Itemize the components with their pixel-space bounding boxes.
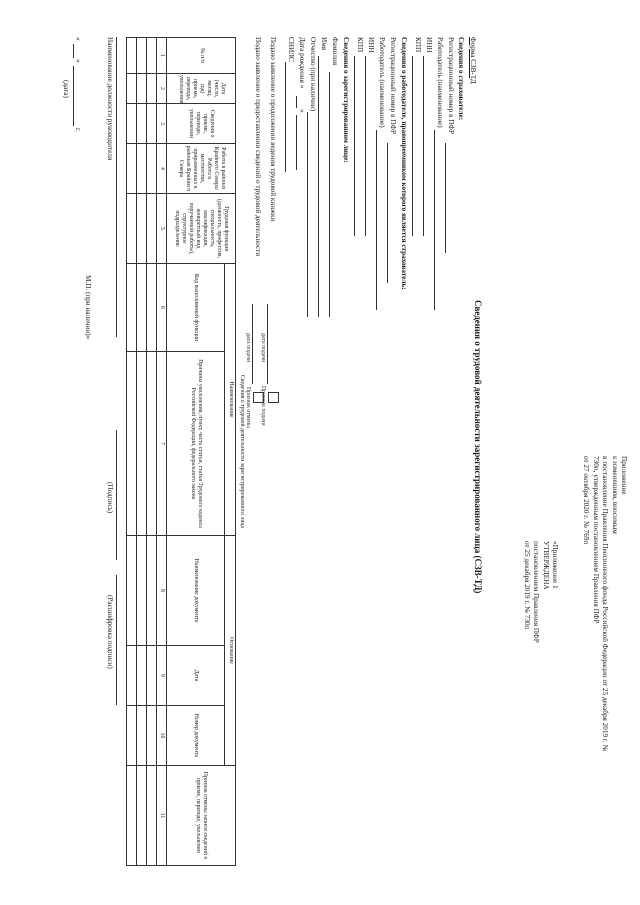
successor-heading: Сведения о работодателе, правопреемником которого является страхователь: [400, 37, 408, 290]
approval-line: «Приложение 1 [551, 541, 559, 589]
approval-line: постановлением Правления ПФР [532, 541, 541, 643]
table-caption: Сведения о трудовой деятельности зарегистрированного лица [236, 38, 247, 866]
col-cancel: Признак отмены записи сведений о приеме, переводе, увольнении [167, 766, 236, 866]
insurer-kpp-label: КПП [414, 37, 422, 53]
table-cell[interactable] [127, 646, 137, 706]
column-number: 3 [157, 104, 167, 144]
table-cell[interactable] [127, 144, 137, 194]
table-cell[interactable] [127, 352, 137, 536]
sign-day-field[interactable] [73, 44, 74, 58]
table-cell[interactable] [137, 104, 147, 144]
surname-label: Фамилия [331, 37, 339, 66]
table-cell[interactable] [147, 646, 157, 706]
approval-note [521, 541, 559, 643]
table-cell[interactable] [127, 74, 137, 104]
column-numbers-row [157, 38, 167, 866]
patronymic-label: Отчество (при наличии) [309, 37, 317, 112]
insurer-kpp-field[interactable] [412, 56, 413, 236]
date-close-quote: » [74, 59, 82, 63]
table-cell[interactable] [127, 38, 137, 74]
col-north: Работа в районах Крайнего Севера/Работа в местностях, приравненных к районам Крайнего Севера [167, 144, 236, 194]
table-cell[interactable] [147, 74, 157, 104]
table-cell[interactable] [147, 766, 157, 866]
table-cell[interactable] [147, 104, 157, 144]
header-note [581, 456, 628, 751]
name-label: Имя [320, 37, 328, 51]
dob-month-year-field[interactable] [296, 115, 297, 170]
successor-inn-label: ИНН [367, 37, 375, 53]
signature-decoding-field[interactable] [116, 575, 117, 705]
provide-info-date-caption: дата подачи [245, 333, 251, 363]
column-number: 6 [157, 264, 167, 352]
continue-book-date-field[interactable] [267, 304, 268, 384]
col-doc-number: Номер документа [167, 706, 225, 766]
table-cell[interactable] [137, 706, 147, 766]
table-cell[interactable] [137, 352, 147, 536]
col-doc-date: Дата [167, 646, 225, 706]
header-line: 730п, утвержденным постановлением Правления ПФР [591, 456, 600, 624]
col-date: Дата (число, месяц, год) приема, перевода, увольнения [167, 74, 236, 104]
manager-position-label: Наименование должности руководителя [106, 37, 114, 161]
col-function: Трудовая функция (должность, профессия, специальность, квалификация, конкретный вид поручаемой работы), структурное подразделение [167, 194, 236, 264]
col-code: Код выполняемой функции [167, 264, 225, 352]
form-label: Форма СЗВ-ТД [469, 37, 477, 84]
col-reasons: Причины увольнения, пункт, часть статьи, статья Трудового кодекса Российской Федерации, федерального закона [167, 352, 225, 536]
header-line: Приложение [620, 456, 628, 495]
signature-caption: (Подпись) [106, 482, 114, 514]
table-row [147, 38, 157, 866]
table-cell[interactable] [137, 536, 147, 646]
col-doc-name: Наименование документа [167, 536, 225, 646]
table-cell[interactable] [127, 104, 137, 144]
patronymic-field[interactable] [307, 112, 308, 317]
insurer-employer-label: Работодатель (наименование) [436, 37, 444, 128]
table-cell[interactable] [137, 144, 147, 194]
table-cell[interactable] [127, 536, 137, 646]
table-row [127, 38, 137, 866]
table-cell[interactable] [137, 766, 147, 866]
table-cell[interactable] [147, 194, 157, 264]
header-line: в постановление Правления Пенсионного фонда Российской Федерации от 25 декабря 2019 г. № [601, 456, 610, 752]
insurer-employer-field[interactable] [434, 130, 435, 310]
name-field[interactable] [318, 56, 319, 317]
column-number: 8 [157, 536, 167, 646]
employment-table [126, 37, 247, 866]
provide-info-label: Подано заявление о предоставлении сведений о трудовой деятельности [254, 37, 262, 257]
continue-book-label: Подано заявление о продолжении ведения трудовой книжки [269, 37, 277, 222]
insurer-inn-field[interactable] [423, 56, 424, 236]
table-cell[interactable] [137, 646, 147, 706]
insurer-reg-label: Регистрационный номер в ПФР [447, 37, 455, 135]
header-line: к изменениям, вносимым [610, 456, 619, 534]
successor-employer-label: Работодатель (наименование) [378, 37, 386, 128]
successor-reg-field[interactable] [387, 143, 388, 283]
column-number: 1 [157, 38, 167, 74]
dob-day-field[interactable] [296, 96, 297, 108]
table-cell[interactable] [147, 264, 157, 352]
year-suffix: г. [74, 128, 82, 132]
table-cell[interactable] [127, 264, 137, 352]
column-number: 2 [157, 74, 167, 104]
table-cell[interactable] [137, 264, 147, 352]
approval-line: от 25 декабря 2019 г. № 730п [522, 541, 531, 630]
snils-field[interactable] [285, 62, 286, 172]
provide-info-checkbox[interactable] [253, 392, 264, 403]
continue-book-date-caption: дата подачи [260, 333, 266, 363]
table-cell[interactable] [137, 194, 147, 264]
dob-quote: » [298, 109, 306, 113]
successor-reg-label: Регистрационный номер в ПФР [389, 37, 397, 135]
successor-inn-field[interactable] [365, 56, 366, 236]
table-cell[interactable] [147, 536, 157, 646]
continue-book-checkbox[interactable] [268, 392, 279, 403]
table-cell[interactable] [127, 194, 137, 264]
snils-label: СНИЛС [287, 37, 295, 62]
table-cell[interactable] [137, 74, 147, 104]
signature-decoding-caption: (Расшифровка подписи) [106, 595, 114, 669]
stamp-label: М.П. (при наличии)» [84, 275, 92, 340]
table-cell[interactable] [147, 144, 157, 194]
column-number: 5 [157, 194, 167, 264]
insurer-reg-field[interactable] [445, 143, 446, 253]
person-heading: Сведения о зарегистрированном лице: [342, 37, 350, 163]
page-title: Сведения о трудовой деятельности зарегистрированного лица (СЗВ-ТД) [473, 300, 483, 594]
table-cell[interactable] [147, 352, 157, 536]
successor-kpp-label: КПП [356, 37, 364, 53]
provide-info-flag-caption: Признак отмены [245, 387, 251, 429]
table-row [137, 38, 147, 866]
column-number: 10 [157, 706, 167, 766]
column-number: 11 [157, 766, 167, 866]
manager-position-field[interactable] [116, 37, 117, 337]
insurer-heading: Сведения о страхователе: [457, 37, 465, 121]
col-num: № п/п [167, 38, 236, 74]
header-line: от 27 октября 2020 г. № 769п [582, 456, 591, 545]
sign-month-field[interactable] [73, 66, 74, 126]
sign-date-caption: (дата) [62, 80, 70, 98]
column-number: 4 [157, 144, 167, 194]
table-cell[interactable] [127, 706, 137, 766]
col-group-name: Наименование [225, 264, 236, 536]
col-group-basis: Основание [225, 536, 236, 766]
provide-info-date-field[interactable] [252, 304, 253, 384]
successor-kpp-field[interactable] [354, 56, 355, 236]
insurer-inn-label: ИНН [425, 37, 433, 53]
signature-field[interactable] [116, 430, 117, 560]
table-cell[interactable] [147, 38, 157, 74]
table-cell[interactable] [147, 706, 157, 766]
table-cell[interactable] [137, 38, 147, 74]
approval-line: УТВЕРЖДЕНА [541, 541, 550, 590]
column-number: 9 [157, 646, 167, 706]
continue-book-flag-caption: Признак подачи [260, 386, 266, 426]
col-event: Сведения о приеме, переводе, увольнении [167, 104, 236, 144]
column-number: 7 [157, 352, 167, 536]
date-open-quote: « [74, 37, 82, 41]
surname-field[interactable] [329, 72, 330, 317]
successor-employer-field[interactable] [376, 130, 377, 310]
dob-label: Дата рождения « [298, 37, 306, 89]
table-cell[interactable] [127, 766, 137, 866]
